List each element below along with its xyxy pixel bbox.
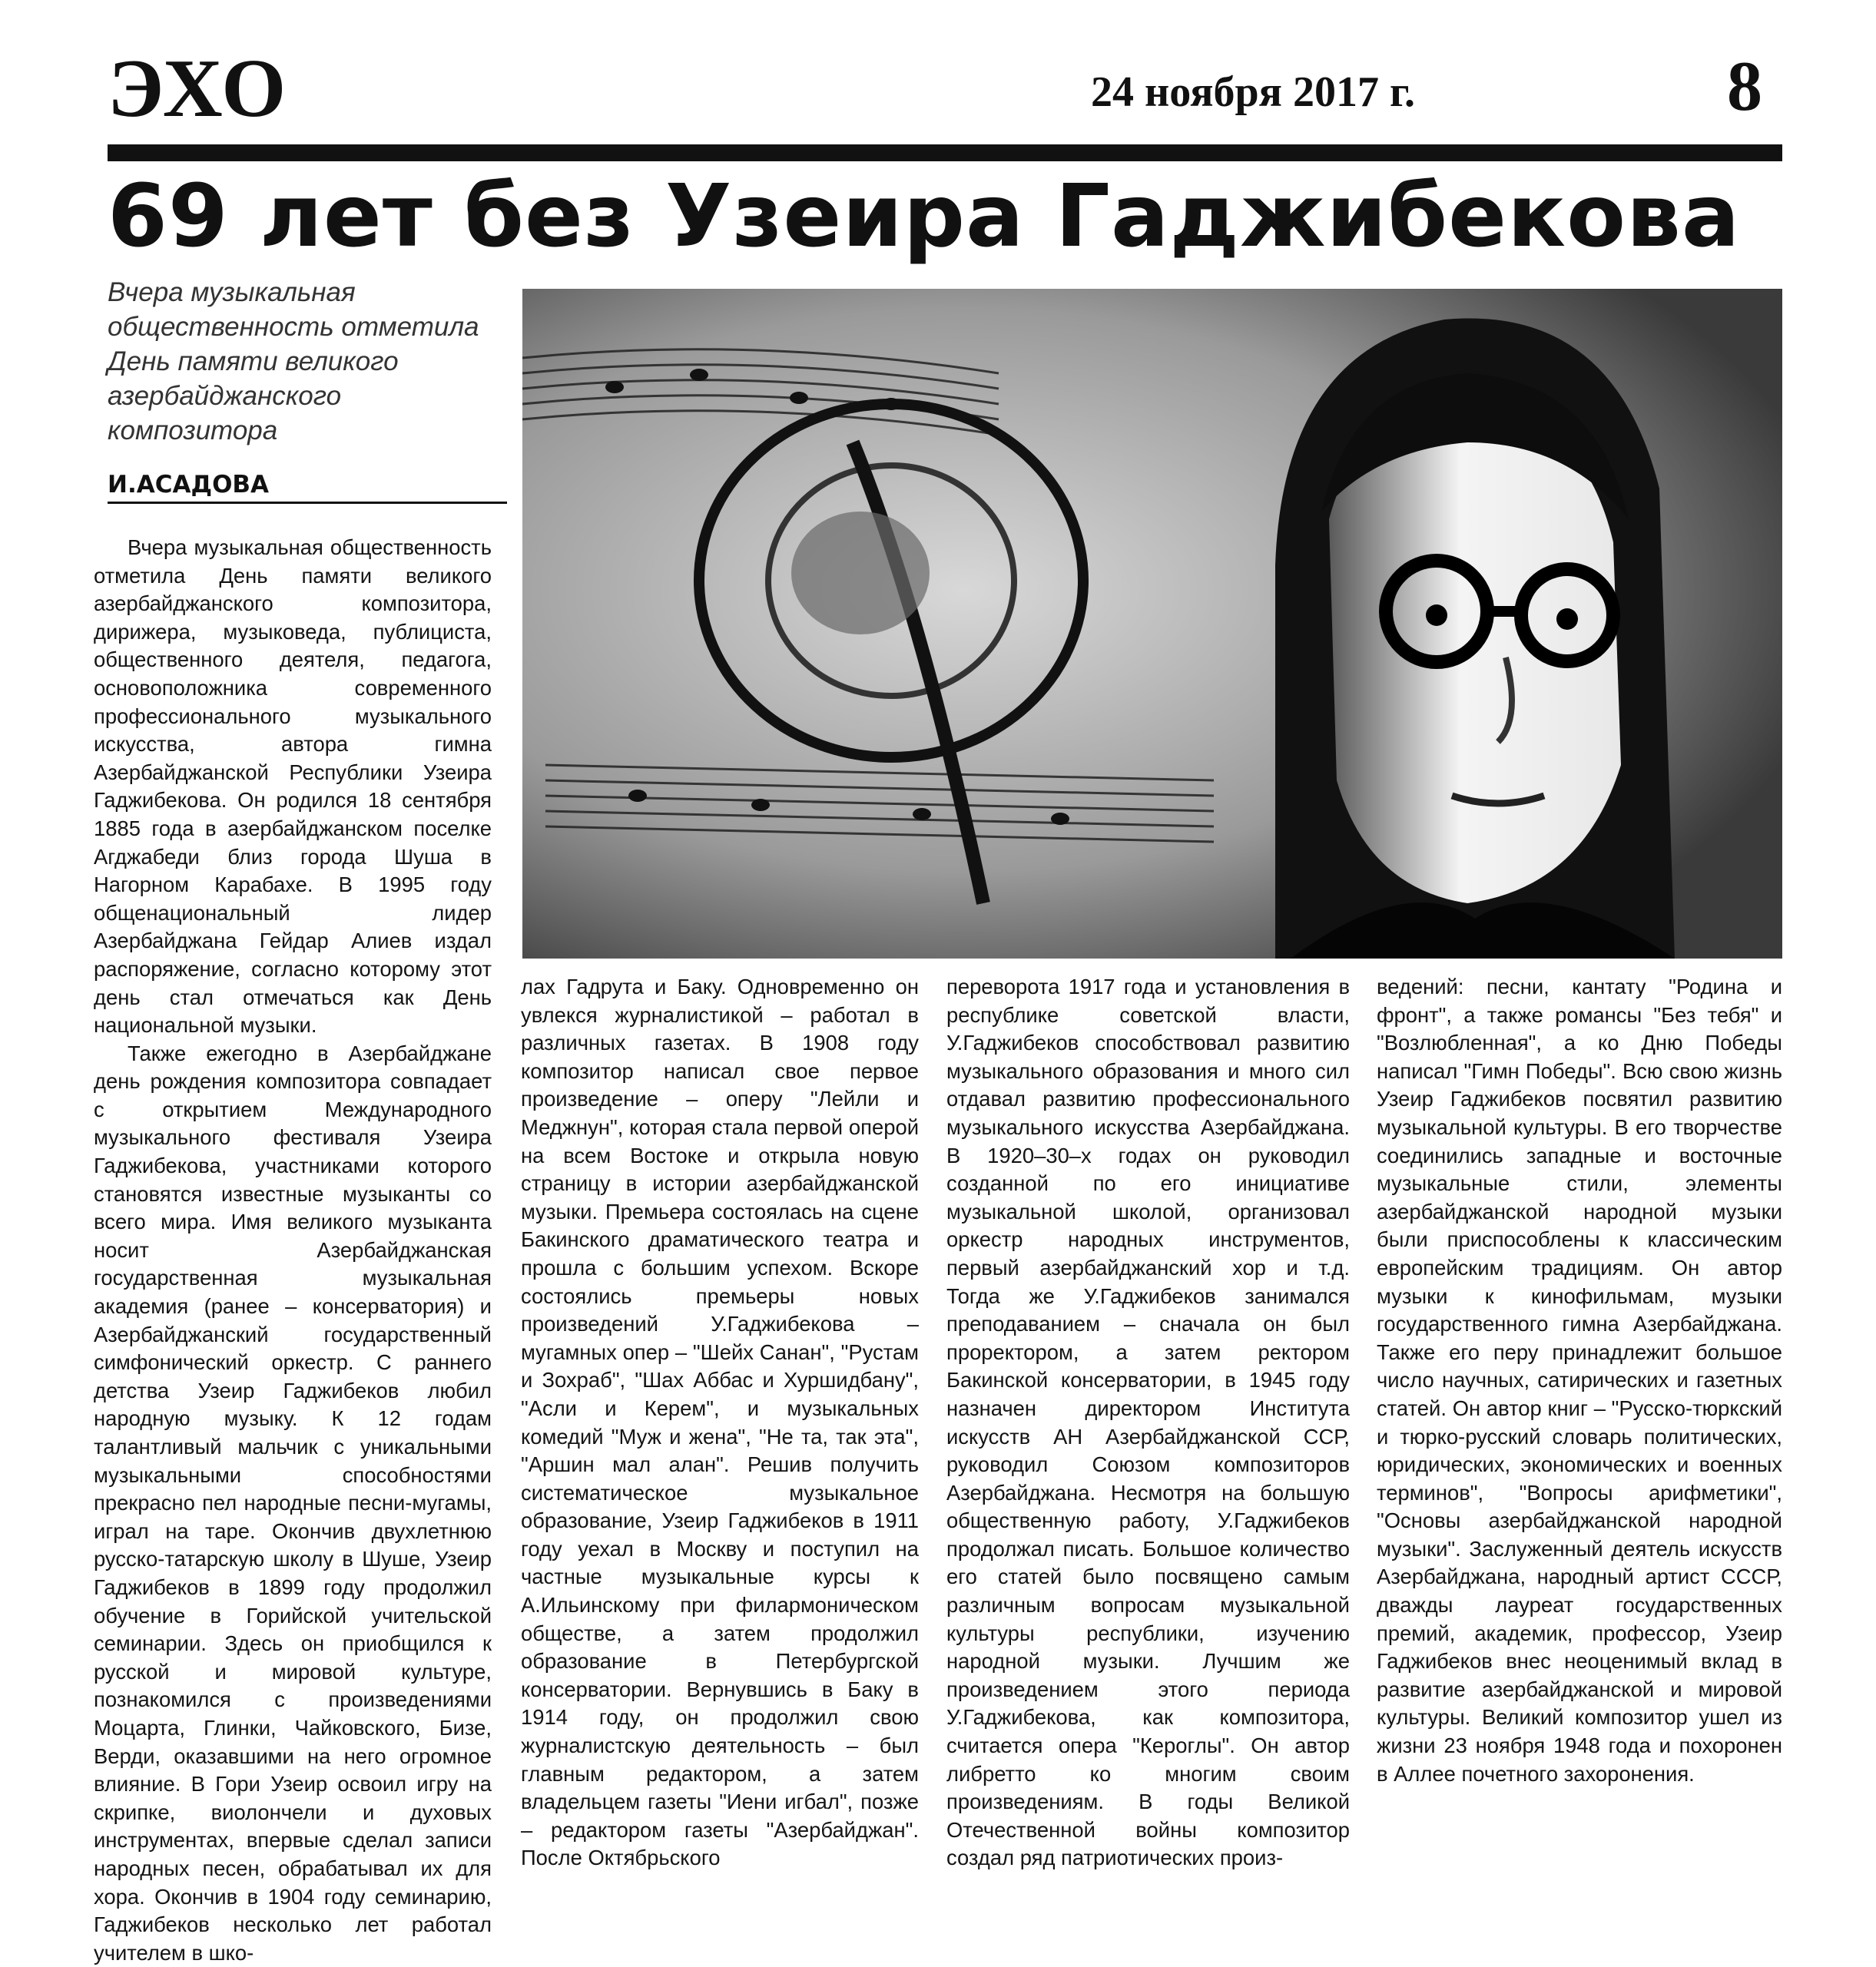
newspaper-name: ЭХО	[108, 43, 290, 134]
article-column-3	[946, 973, 1350, 1870]
article-column-4	[1377, 973, 1782, 1786]
article-paragraph: ведений: песни, кантату "Родина и фронт", а также романсы "Без тебя" и "Возлюбленная", а ко Дню Победы написал "Гимн Победы". Всю свою жизнь Узеир Гаджибеков посвятил развитию музыкальной культуры. В его творчестве соединились западные и восточные музыкальные стили, элементы азербайджанской народной музыки были приспособлены к классическим европейским традициям. Он автор музыки к кинофильмам, музыки государственного гимна Азербайджана. Также его перу принадлежит большое число научных, сатирических и газетных статей. Он автор книг – "Русско-тюркский и тюрко-русский словарь политических, юридических, экономических и военных терминов", "Вопросы арифметики", "Основы азербайджанской народной музыки". Заслуженный деятель искусств Азербайджана, народный артист СССР, дважды лауреат государственных премий, академик, профессор, Узеир Гаджибеков внес неоценимый вклад в развитие азербайджанской и мировой культуры. Великий композитор ушел из жизни 23 ноября 1948 года и похоронен в Аллее почетного захоронения.	[1377, 975, 1782, 1786]
article-paragraph: лах Гадрута и Баку. Одновременно он увлекся журналистикой – работал в различных газетах. В 1908 году композитор написал свое первое произведение – оперу "Лейли и Меджнун", которая стала первой оперой на всем Востоке и открыла новую страницу в истории азербайджанской музыки. Премьера состоялась на сцене Бакинского драматического театра и прошла с большим успехом. Вскоре состоялись премьеры новых произведений У.Гаджибекова – мугамных опер – "Шейх Санан", "Рустам и Зохраб", "Шах Аббас и Хуршидбану", "Асли и Керем", и музыкальных комедий "Муж и жена", "Не та, так эта", "Аршин мал алан". Решив получить систематическое музыкальное образование, Узеир Гаджибеков в 1911 году уехал в Москву и поступил на частные музыкальные курсы к А.Ильинскому при филармоническом обществе, а затем продолжил образование в Петербургской консерватории. Вернувшись в Баку в 1914 году, он продолжил свою журналистскую деятельность – был главным редактором, а затем владельцем газеты "Иени игбал", позже – редактором газеты "Азербайджан". После Октябрьского	[521, 975, 919, 1870]
article-lead: Вчера музыкальная общественность отметила День памяти великого азербайджанского композитора	[108, 277, 479, 445]
issue-date: 24 ноября 2017 г.	[1091, 68, 1416, 116]
article-paragraph: Также ежегодно в Азербайджане день рождения композитора совпадает с открытием Международного музыкального фестиваля Узеира Гаджибекова, участниками которого становятся известные музыканты со всего мира. Имя великого музыканта носит Азербайджанская государственная музыкальная академия (ранее – консерватория) и Азербайджанский государственный симфонический оркестр. С раннего детства Узеир Гаджибеков любил народную музыку. К 12 годам талантливый мальчик с уникальными музыкальными способностями прекрасно пел народные песни-мугамы, играл на таре. Окончив двухлетнюю русско-татарскую школу в Шуше, Узеир Гаджибеков в 1899 году продолжил обучение в Горийской учительской семинарии. Здесь он приобщился к русской и мировой культуре, познакомился с произведениями Моцарта, Глинки, Чайковского, Бизе, Верди, оказавшими на него огромное влияние. В Гори Узеир освоил игру на скрипке, виолончели и духовых инструментах, впервые сделал записи народных песен, обрабатывал их для хора. Окончив в 1904 году семинарию, Гаджибеков несколько лет работал учителем в шко-	[94, 1041, 492, 1965]
masthead-rule	[108, 144, 1782, 161]
page-number: 8	[1727, 47, 1762, 125]
article-headline: 69 лет без Узеира Гаджибекова	[108, 167, 1741, 267]
article-column-1	[94, 534, 492, 1965]
portrait-illustration	[522, 289, 1782, 959]
article-byline: И.АСАДОВА	[108, 473, 507, 504]
article-paragraph: переворота 1917 года и установления в республике советской власти, У.Гаджибеков способствовал развитию музыкального образования и много сил отдавал развитию профессионального музыкального искусства Азербайджана. В 1920–30–х годах он руководил созданной по его инициативе музыкальной школой, организовал оркестр народных инструментов, первый азербайджанский хор и т.д. Тогда же У.Гаджибеков занимался преподаванием – сначала он был проректором, а затем ректором Бакинской консерватории, в 1945 году назначен директором Института искусств АН Азербайджанской ССР, руководил Союзом композиторов Азербайджана. Несмотря на большую общественную работу, У.Гаджибеков продолжал писать. Большое количество его статей было посвящено самым различным вопросам музыкальной культуры республики, изучению народной музыки. Лучшим же произведением этого периода У.Гаджибекова, как композитора, считается опера "Кероглы". Он автор либретто ко многим своим произведениям. В годы Великой Отечественной войны композитор создал ряд патриотических произ-	[946, 975, 1350, 1870]
composer-portrait	[1275, 318, 1675, 959]
article-column-2	[521, 973, 919, 1870]
composer-portrait-photo	[522, 289, 1782, 959]
bust-relief	[791, 512, 930, 634]
article-paragraph: Вчера музыкальная общественность отметила День памяти великого азербайджанского композитора, дирижера, музыковеда, публициста, общественного деятеля, педагога, основоположника современного профессионального музыкального искусства, автора гимна Азербайджанской Республики Узеира Гаджибекова. Он родился 18 сентября 1885 года в азербайджанском поселке Агджабеди близ города Шуша в Нагорном Карабахе. В 1995 году общенациональный лидер Азербайджана Гейдар Алиев издал распоряжение, согласно которому этот день стал отмечаться как День национальной музыки.	[94, 535, 492, 1038]
